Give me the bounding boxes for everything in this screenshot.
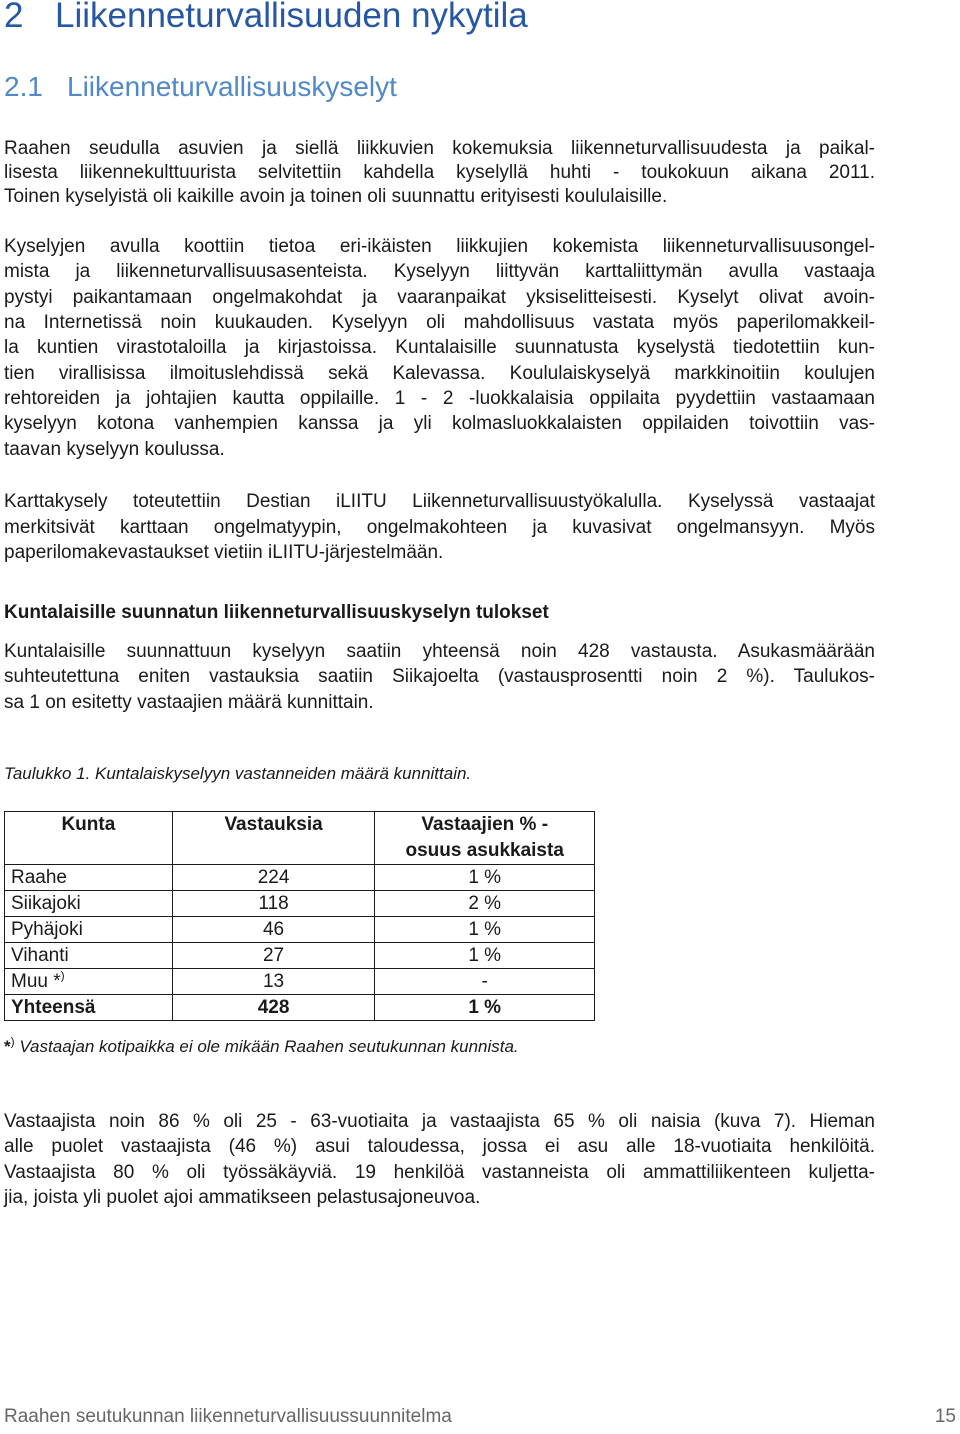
cell-kunta: Yhteensä [5, 995, 173, 1021]
cell-osuus: 2 % [375, 891, 595, 917]
text-line: jia, joista yli puolet ajoi ammatikseen pelastusajoneuvoa. [4, 1187, 481, 1208]
section-number: 2.1 [4, 71, 43, 102]
table-row [5, 917, 595, 943]
cell-osuus: 1 % [375, 995, 595, 1021]
table-row [5, 891, 595, 917]
respondents-table [4, 811, 595, 1021]
cell-osuus: 1 % [375, 943, 595, 969]
section-title: Liikenneturvallisuuskyselyt [67, 71, 397, 102]
cell-vastauksia: 118 [172, 891, 375, 917]
text-line: na Internetissä noin kuukauden. Kyselyyn oli mahdollisuus vastata myös paperilomakkeil- [4, 312, 875, 333]
footnote-sup: ) [10, 1034, 15, 1049]
text-line: Vastaajista noin 86 % oli 25 - 63-vuotiaita ja vastaajista 65 % oli naisia (kuva 7). Hieman [4, 1111, 875, 1132]
text-line: sa 1 on esitetty vastaajien määrä kunnittain. [4, 692, 374, 713]
table-footnote [4, 1034, 519, 1057]
cell-osuus: 1 % [375, 917, 595, 943]
cell-vastauksia: 224 [172, 865, 375, 891]
header-osuus: Vastaajien % - osuus asukkaista [375, 812, 595, 865]
text-line: rehtoreiden ja johtajien kautta oppilaille. 1 - 2 -luokkalaisia oppilaita pyydettiin vastaamaan [4, 388, 875, 409]
cell-kunta: Pyhäjoki [5, 917, 173, 943]
footnote-star: * [4, 1037, 11, 1056]
text-line: pystyi paikantamaan ongelmakohdat ja vaaranpaikat yksiselitteisesti. Kyselyt olivat avoin- [4, 287, 875, 308]
cell-kunta: Raahe [5, 865, 173, 891]
cell-kunta [5, 969, 173, 995]
table-row [5, 943, 595, 969]
header-kunta: Kunta [5, 812, 173, 865]
page-footer [4, 1406, 960, 1428]
cell-osuus: - [375, 969, 595, 995]
text-line: Kyselyjen avulla koottiin tietoa eri-ikäisten liikkujien kokemista liikenneturvallisuusongel- [4, 236, 875, 257]
table-row [5, 865, 595, 891]
text-line: alle puolet vastaajista (46 %) asui taloudessa, jossa ei asu alle 18-vuotiaita henkilöitä. [4, 1136, 875, 1157]
text-line: la kuntien virastotaloilla ja kirjastoissa. Kuntalaisille suunnatusta kyselystä tiedotettiin kun- [4, 337, 875, 358]
table-row [5, 969, 595, 995]
text-line: kyselyyn kotona vanhempien kanssa ja yli kolmasluokkalaisten oppilaiden toivottiin vas- [4, 413, 875, 434]
cell-vastauksia: 46 [172, 917, 375, 943]
page-number: 15 [934, 1406, 956, 1427]
text-line: Kuntalaisille suunnattuun kyselyyn saatiin yhteensä noin 428 vastausta. Asukasmäärään [4, 641, 875, 662]
cell-kunta: Vihanti [5, 943, 173, 969]
footnote-text: Vastaajan kotipaikka ei ole mikään Raahen seutukunnan kunnista. [14, 1037, 519, 1056]
cell-kunta: Siikajoki [5, 891, 173, 917]
cell-vastauksia: 428 [172, 995, 375, 1021]
chapter-title: Liikenneturvallisuuden nykytila [55, 0, 528, 35]
header-vastauksia: Vastauksia [172, 812, 375, 865]
footnote-marker: ) [60, 968, 65, 983]
text-line: Raahen seudulla asuvien ja siellä liikkuvien kokemuksia liikenneturvallisuudesta ja paikal- [4, 138, 875, 159]
text-line: Toinen kyselyistä oli kaikille avoin ja toinen oli suunnattu erityisesti koululaisille. [4, 186, 668, 207]
text-line: suhteutettuna eniten vastauksia saatiin Siikajoelta (vastausprosentti noin 2 %). Taulukos- [4, 666, 875, 687]
results-subheading: Kuntalaisille suunnatun liikenneturvallisuuskyselyn tulokset [4, 602, 549, 623]
text-line: lisesta liikennekulttuurista selvitettiin kahdella kyselyllä huhti - toukokuun aikana 2011. [4, 162, 875, 183]
table-total-row [5, 995, 595, 1021]
chapter-heading [4, 0, 528, 36]
cell-osuus: 1 % [375, 865, 595, 891]
table-caption: Taulukko 1. Kuntalaiskyselyyn vastanneiden määrä kunnittain. [4, 764, 472, 783]
text-line: mista ja liikenneturvallisuusasenteista. Kyselyyn liittyvän karttaliittymän avulla vastaaja [4, 261, 875, 282]
text-line: Vastaajista 80 % oli työssäkäyviä. 19 henkilöä vastanneista oli ammattiliikenteen kuljetta- [4, 1162, 875, 1183]
footer-title: Raahen seutukunnan liikenneturvallisuussuunnitelma [4, 1406, 452, 1427]
table-header-row [5, 812, 595, 865]
text-line: merkitsivät karttaan ongelmatyypin, ongelmakohteen ja kuvasivat ongelmansyyn. Myös [4, 517, 875, 538]
text-line: paperilomakevastaukset vietiin iLIITU-järjestelmään. [4, 542, 444, 563]
cell-vastauksia: 13 [172, 969, 375, 995]
chapter-number: 2 [4, 0, 24, 35]
text-line: taavan kyselyyn koulussa. [4, 439, 225, 460]
kunta-label: Muu * [11, 971, 61, 992]
cell-vastauksia: 27 [172, 943, 375, 969]
section-heading [4, 71, 397, 103]
text-line: tien virallisissa ilmoituslehdissä sekä Kalevassa. Koululaiskyselyä markkinoitiin koulujen [4, 363, 875, 384]
text-line: Karttakysely toteutettiin Destian iLIITU Liikenneturvallisuustyökalulla. Kyselyssä vastaajat [4, 491, 875, 512]
